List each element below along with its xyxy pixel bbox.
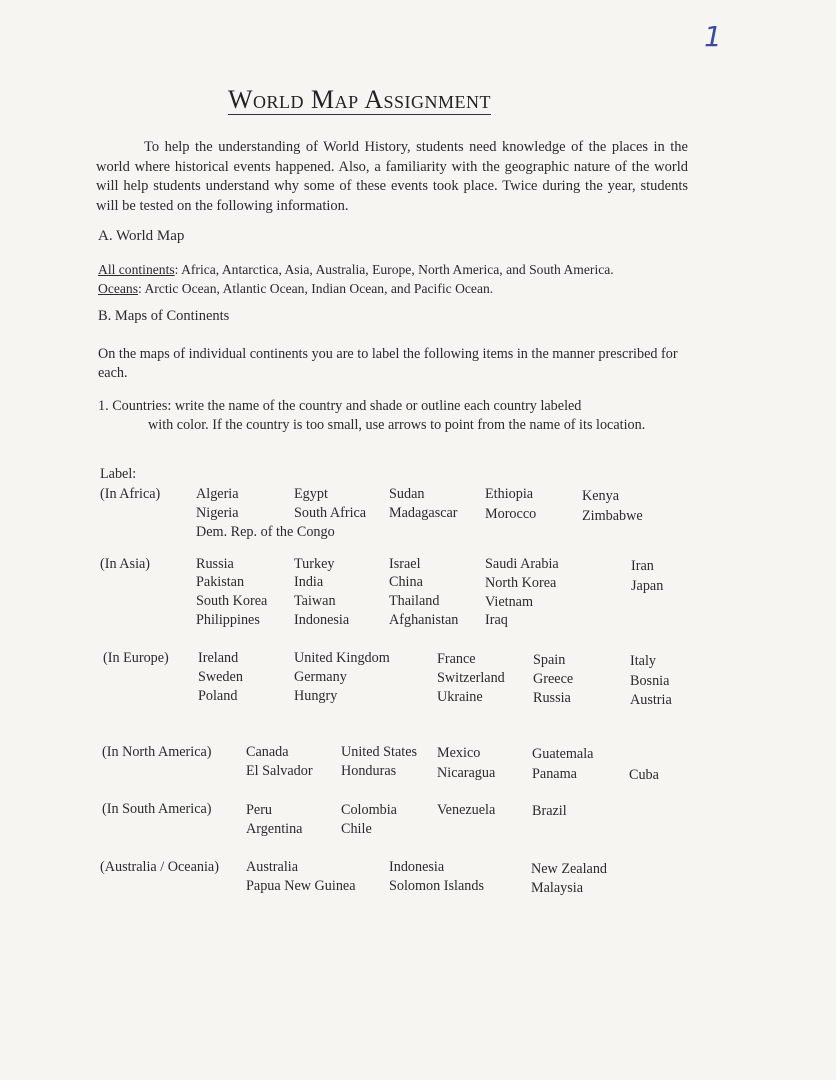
title-text: World Map Assignment (228, 85, 492, 114)
country: Russia (196, 556, 234, 572)
country: Panama (532, 766, 577, 782)
continents-line (98, 262, 614, 278)
country: Egypt (294, 486, 328, 502)
country: Morocco (485, 506, 537, 522)
country: Peru (246, 802, 273, 818)
country: Guatemala (532, 746, 594, 762)
country: South Korea (196, 593, 268, 609)
country: Austria (630, 692, 672, 708)
oceans-label: Oceans (98, 281, 139, 296)
continents-label: All continents (98, 262, 175, 277)
label-heading: Label: (100, 466, 137, 482)
section-a-heading: A. World Map (98, 228, 185, 244)
country: Afghanistan (389, 612, 459, 628)
country: Iran (631, 558, 654, 574)
item-countries-lead: 1. Countries: write the name of the country and shade or outline each country labeled (98, 398, 582, 414)
country: Japan (631, 578, 664, 594)
country: Australia (246, 859, 299, 875)
country: Hungry (294, 688, 338, 704)
country: Ethiopia (485, 486, 534, 502)
continents-text: : Africa, Antarctica, Asia, Australia, Europe, North America, and South America. (174, 262, 614, 277)
country: Turkey (294, 556, 335, 572)
country: China (389, 574, 423, 590)
country: Zimbabwe (582, 508, 643, 524)
country: Solomon Islands (389, 878, 484, 894)
country: Colombia (341, 802, 397, 818)
page-number: 1 (704, 20, 722, 53)
country: Argentina (246, 821, 303, 837)
country: Canada (246, 744, 289, 760)
section-b-intro: On the maps of individual continents you are to label the following items in the manner prescribed for each. (98, 346, 678, 381)
region-label: (Australia / Oceania) (100, 859, 219, 875)
country: Russia (533, 690, 571, 706)
country: Saudi Arabia (485, 556, 559, 572)
country: New Zealand (531, 861, 608, 877)
country: Switzerland (437, 670, 505, 686)
oceans-line (98, 281, 493, 297)
country: Greece (533, 671, 574, 687)
country: Nigeria (196, 505, 239, 521)
country: El Salvador (246, 763, 313, 779)
country: Papua New Guinea (246, 878, 356, 894)
country: Algeria (196, 486, 239, 502)
country: Venezuela (437, 802, 496, 818)
country: India (294, 574, 324, 590)
country: France (437, 651, 476, 667)
country: Germany (294, 669, 347, 685)
country: Brazil (532, 803, 567, 819)
country: Taiwan (294, 593, 336, 609)
country: Bosnia (630, 673, 670, 689)
country: Honduras (341, 763, 397, 779)
country: Israel (389, 556, 421, 572)
region-label: (In Europe) (103, 650, 169, 666)
country: Thailand (389, 593, 440, 609)
country: Poland (198, 688, 238, 704)
country: Indonesia (294, 612, 350, 628)
country: Kenya (582, 488, 620, 504)
item-countries (98, 397, 688, 435)
region-label: (In Africa) (100, 486, 161, 502)
section-b-heading: B. Maps of Continents (98, 308, 230, 324)
item-countries-rest: with color. If the country is too small, use arrows to point from the name of its location. (148, 417, 646, 433)
country: Iraq (485, 612, 508, 628)
country: Nicaragua (437, 765, 496, 781)
country: Ireland (198, 650, 239, 666)
country: Indonesia (389, 859, 445, 875)
region-label: (In North America) (102, 744, 212, 760)
country: Mexico (437, 745, 481, 761)
country: Cuba (629, 767, 659, 783)
country: Sudan (389, 486, 425, 502)
country: Italy (630, 653, 656, 669)
country: Sweden (198, 669, 243, 685)
country: North Korea (485, 575, 557, 591)
country: Chile (341, 821, 372, 837)
country: Ukraine (437, 689, 483, 705)
country: Vietnam (485, 594, 533, 610)
intro-paragraph: To help the understanding of World History, students need knowledge of the places in the world where historical events happened. Also, a familiarity with the geographic nature of the world will help students understand why some of these events took place. Twice during the year, students will be tested on the following information. (96, 139, 688, 214)
country: Pakistan (196, 574, 245, 590)
country: Spain (533, 652, 566, 668)
oceans-text: : Arctic Ocean, Atlantic Ocean, Indian Ocean, and Pacific Ocean. (138, 281, 494, 296)
country: Philippines (196, 612, 260, 628)
country: United Kingdom (294, 650, 390, 666)
country: Dem. Rep. of the Congo (196, 524, 335, 540)
page-title (228, 86, 491, 115)
region-label: (In South America) (102, 801, 212, 817)
country: United States (341, 744, 418, 760)
region-label: (In Asia) (100, 556, 151, 572)
country: Madagascar (389, 505, 458, 521)
country: Malaysia (531, 880, 584, 896)
country: South Africa (294, 505, 367, 521)
